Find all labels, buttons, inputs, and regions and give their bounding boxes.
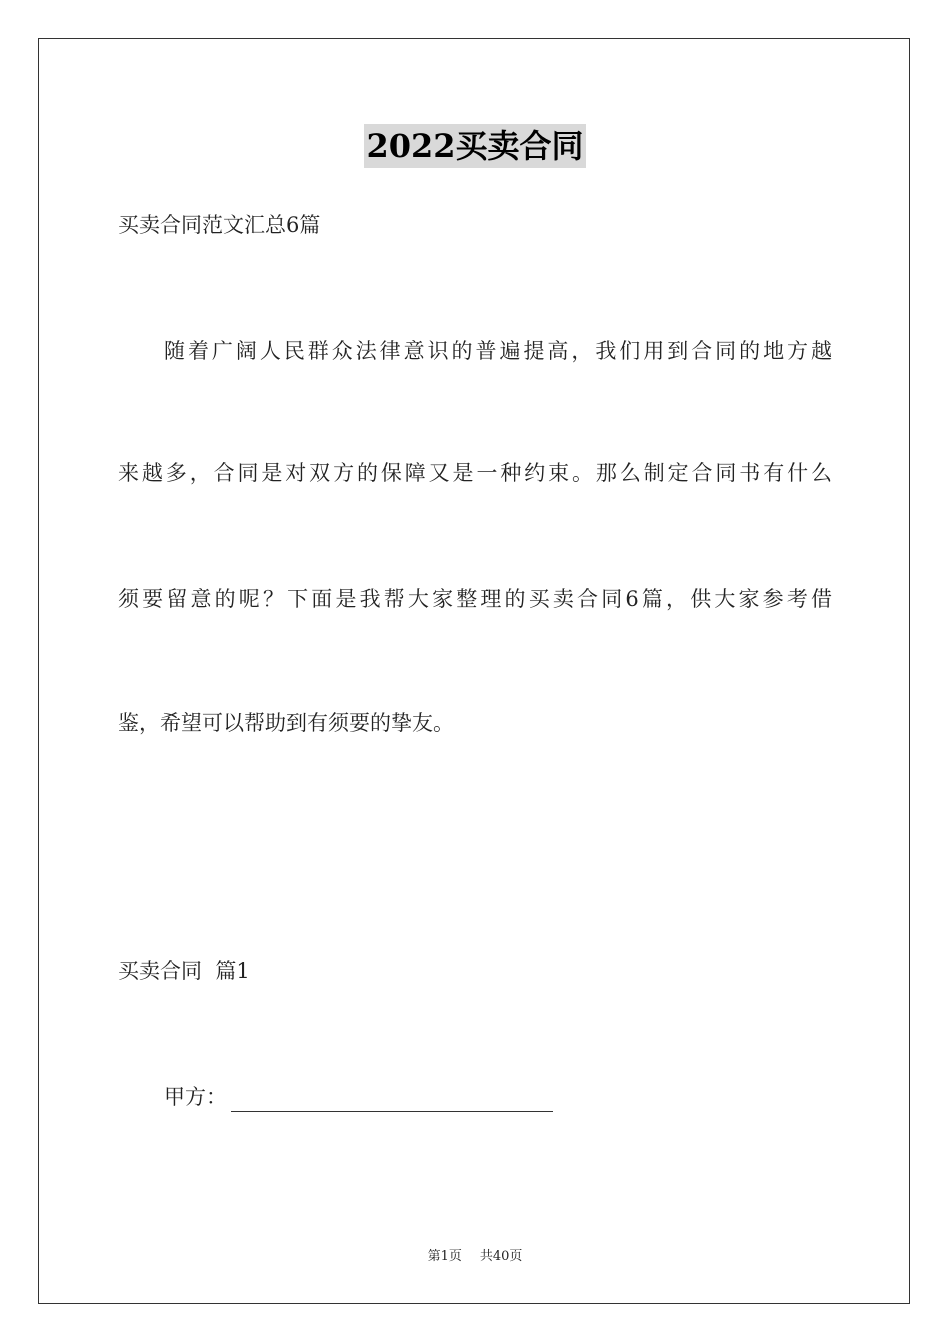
footer-page-number: 第1页 <box>427 1249 462 1264</box>
party-a-blank-line <box>231 1091 553 1112</box>
intro-line-4: 鉴，希望可以帮助到有须要的挚友。 <box>118 711 454 735</box>
intro-line-2: 来越多，合同是对双方的保障又是一种约束。那么制定合同书有什么 <box>118 461 832 485</box>
intro-line-1: 随着广阔人民群众法律意识的普遍提高，我们用到合同的地方越 <box>164 339 832 363</box>
section-heading: 买卖合同 篇1 <box>118 959 250 983</box>
intro-line-3: 须要留意的呢？下面是我帮大家整理的买卖合同6篇，供大家参考借 <box>118 587 832 611</box>
party-a-label: 甲方： <box>164 1085 227 1109</box>
page-footer <box>0 1248 950 1266</box>
title-wrap <box>0 124 950 168</box>
document-title: 2022买卖合同 <box>364 124 585 168</box>
footer-total-pages: 共40页 <box>479 1249 523 1264</box>
document-subtitle: 买卖合同范文汇总6篇 <box>118 213 321 237</box>
party-a-row <box>164 1082 553 1112</box>
